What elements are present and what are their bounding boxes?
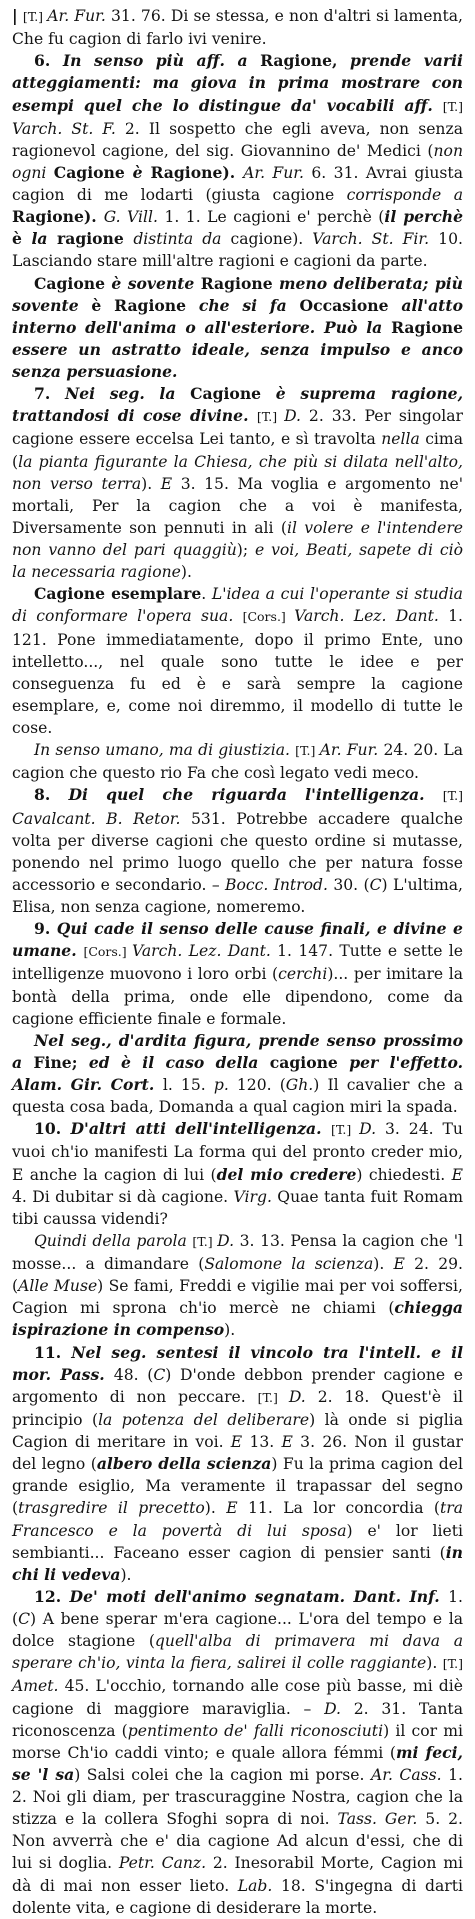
text-run: mi feci, se 'l sa: [12, 1742, 463, 1784]
text-run: 3. 13. Pensa la cagion che 'l mosse... a dimandare (: [12, 1231, 463, 1273]
text-run: 10. Lasciando stare mill'altre ragioni e cagioni da parte.: [12, 230, 463, 271]
text-run: è suprema ragione, trattandosi di cose divine.: [12, 384, 464, 426]
text-run: Fine;: [33, 1052, 89, 1072]
text-run: 6. 31. Avrai giusta cagion di me lodarti (giusta cagione: [12, 163, 463, 204]
text-run: ) D'onde debbon prender cagione e argomento di non peccare.: [12, 1365, 464, 1406]
text-run: 2. 29. (: [12, 1255, 464, 1296]
sense-8-paragraph: [12, 784, 463, 918]
text-run: [T.]: [330, 1122, 360, 1138]
text-run: ) il cor mi morse Ch'io caddi vinto; e quale allora fémmi (: [12, 1721, 464, 1762]
text-run: )... per imitare la bontà della prima, onde elle dipendono, come da cagione efficiente finale e formale.: [12, 965, 464, 1028]
text-run: la potenza del deliberare: [98, 1410, 310, 1429]
text-run: Di quel che riguarda l'intelligenza.: [68, 785, 443, 805]
text-run: corrisponde a: [346, 186, 464, 204]
text-run: C: [18, 1610, 31, 1628]
sense-11-paragraph: [12, 1342, 463, 1586]
text-run: l. 15.: [162, 1076, 214, 1094]
text-run: Petr. Canz.: [118, 1854, 213, 1873]
text-run: [Cors.]: [242, 609, 295, 625]
text-run: [T.]: [442, 98, 463, 114]
text-run: 18. S'ingegna di darti dolente vita, e cagione di desiderare la morte.: [12, 1876, 463, 1917]
text-run: ).: [426, 1654, 443, 1673]
text-run: Ragione: [391, 317, 463, 337]
text-run: Varch. Lez. Dant.: [132, 942, 278, 961]
paragraph-continuation: [12, 5, 463, 50]
text-run: 24. 20. La cagion che questo rio Fa che così legato vedi meco.: [12, 741, 464, 783]
sense-9-figurative-paragraph: [12, 1030, 463, 1119]
text-run: cerchi: [278, 965, 328, 984]
text-run: Varch. St. F.: [12, 119, 125, 138]
text-run: D.: [288, 1387, 318, 1406]
text-run: ) Fu la prima cagion del grande esiglio, Ma veramente il trapassar del segno (: [12, 1455, 463, 1518]
text-run: albero della scienza: [96, 1454, 272, 1474]
text-run: 3. 26. Non il gustar del legno (: [12, 1433, 463, 1474]
text-run: Gh.: [285, 1076, 314, 1094]
text-run: 45. L'occhio, tornando alle cose più basse, mi diè cagione di maggiore maraviglia. –: [12, 1677, 463, 1718]
text-run: 12.: [34, 1586, 70, 1606]
text-run: E: [393, 1255, 415, 1273]
text-run: distinta da: [133, 230, 231, 249]
text-run: E: [281, 1433, 301, 1451]
text-run: E: [226, 1499, 249, 1518]
text-run: D.: [284, 407, 309, 426]
text-run: E: [230, 1433, 250, 1451]
text-run: C: [153, 1365, 166, 1384]
text-run: Ar. Fur.: [47, 7, 111, 25]
text-run: Cagione: [53, 162, 133, 182]
text-run: 11.: [34, 1342, 72, 1362]
text-run: è sovente: [111, 273, 201, 293]
text-run: ) A bene sperar m'era cagione... L'ora del tempo e la dolce stagione (: [12, 1610, 463, 1651]
text-run: ) L'ultima, Elisa, non senza cagione, nomeremo.: [12, 875, 463, 916]
text-run: Amet.: [12, 1677, 65, 1696]
sense-9-paragraph: [12, 918, 463, 1030]
text-run: 531. Potrebbe accadere qualche volta per diverse cagioni che questo ordine si mutasse, ponendo nel primo luogo quello che per natura fosse accessorio e secondario. –: [12, 809, 463, 894]
text-run: 2. 31. Tanta riconoscenza (: [12, 1699, 463, 1740]
text-run: 3. 15. Ma voglia e argomento ne' mortali, Per la cagion che a voi è manifesta, Diversamente son pennuti in ali (: [12, 474, 463, 537]
text-run: ).: [141, 474, 161, 493]
text-run: la: [31, 229, 57, 249]
text-run: e voi, Beati, sapete di ciò la necessaria ragione: [12, 541, 464, 582]
text-run: 1. 1. Le cagioni e' perchè (: [164, 208, 385, 227]
text-run: Ar. Fur.: [243, 163, 312, 182]
text-run: il perchè: [384, 207, 463, 227]
text-run: 2. 33. Per singolar cagione essere eccelsa Lei tanto, e sì travolta: [12, 407, 463, 449]
text-run: [T.]: [442, 1656, 463, 1672]
text-run: 5. 2. Non avverrà che e' dia cagione Ad alcun d'essi, che di lui si doglia.: [12, 1810, 463, 1873]
text-run: Cavalcant. B. Retor.: [12, 809, 191, 828]
text-run: 10.: [34, 1119, 71, 1139]
text-run: trasgredire il precetto: [18, 1499, 205, 1518]
text-run: Cagione: [34, 273, 112, 293]
text-run: 8.: [34, 785, 69, 805]
text-run: Ragione).: [150, 162, 244, 182]
text-run: quell'alba di primavera mi dava a sperare ch'io, vinta la fiera, salirei il colle raggiante: [12, 1632, 463, 1673]
text-run: C: [369, 875, 382, 894]
text-run: è: [12, 229, 32, 249]
text-run: D.: [359, 1120, 385, 1139]
text-run: Nei seg. la: [64, 384, 191, 404]
text-run: 11. La lor concordia (: [248, 1499, 440, 1518]
text-run: Cagione esemplare: [34, 584, 202, 604]
text-run: Ragione,: [260, 51, 350, 71]
text-run: ) e' lor lieti sembianti... Faceano esser cagion di pensier santi (: [12, 1521, 463, 1562]
text-run: è: [91, 295, 115, 315]
sense-12-paragraph: [12, 1586, 463, 1919]
text-run: 120. (: [236, 1076, 286, 1094]
text-run: Occasione: [299, 295, 402, 315]
text-run: prende varii atteggiamenti: ma giova in prima mostrare con esempi quel che lo distingue da' vocabili aff.: [12, 51, 463, 115]
text-run: ) Il cavalier che a questa cosa bada, Domanda a qual cagion miri la spada.: [12, 1076, 463, 1117]
text-run: Ar. Cass.: [370, 1765, 449, 1784]
text-run: D.: [217, 1231, 240, 1250]
text-run: ).: [120, 1565, 132, 1584]
text-run: Qui cade il senso delle cause finali, e divine e umane.: [12, 919, 463, 961]
text-run: per l'effetto. Alam. Gir. Cort.: [12, 1052, 464, 1094]
text-run: G. Vill.: [103, 208, 165, 227]
text-run: De' moti dell'animo segnatam. Dant. Inf.: [69, 1586, 449, 1606]
sense-10-paragraph: [12, 1118, 463, 1230]
text-run: nella: [381, 430, 426, 449]
text-run: cagione: [269, 1052, 350, 1072]
text-run: 48. (: [113, 1365, 154, 1384]
text-run: 1. 2. Noi gli diam, per trascuraggine Nostra, cagion che la stizza e la collera Sfoghi sopra di noi.: [12, 1765, 463, 1829]
text-run: In senso più aff. a: [62, 51, 261, 71]
text-run: 9.: [34, 919, 57, 939]
text-run: chiegga ispirazione in compenso: [12, 1298, 463, 1340]
text-run: L'idea a cui l'operante si studia di conformare l'opera sua.: [12, 585, 463, 626]
text-run: Ragione).: [12, 207, 104, 227]
text-run: ) Se fami, Freddi e vigilie mai per voi soffersi, Cagion mi sprona ch'io mercè ne chiami (: [12, 1277, 463, 1318]
text-run: Virg.: [233, 1187, 278, 1206]
sense-6-paragraph: [12, 50, 463, 272]
text-run: [Cors.]: [83, 944, 132, 960]
text-run: Varch. St. Fir.: [312, 230, 439, 249]
text-run: in chi li vedeva: [12, 1542, 463, 1584]
senso-umano-paragraph: [12, 739, 463, 784]
text-run: 2. Inesorabil Morte, Cagion mi dà di mai non esser lieto.: [12, 1854, 463, 1895]
text-run: [T.]: [256, 409, 285, 425]
text-run: 30. (: [333, 875, 370, 894]
text-run: E: [160, 474, 181, 493]
text-run: la pianta figurante la Chiesa, che più si dilata nell'alto, non verso terra: [12, 452, 463, 493]
text-run: 31. 76. Di se stessa, e non d'altri si lamenta, Che fu cagion di farlo ivi venire.: [12, 7, 464, 49]
text-run: 1. 147. Tutte e sette le intelligenze muovono i loro orbi (: [12, 942, 464, 984]
text-run: .: [201, 585, 212, 604]
text-run: 3. 24. Tu vuoi ch'io manifesti La forma qui del pronto creder mio, E anche la cagion di lui (: [12, 1120, 463, 1184]
text-run: [T.]: [22, 9, 48, 24]
text-run: In senso umano, ma di giustizia.: [34, 741, 296, 760]
text-run: ).: [224, 1321, 236, 1340]
text-run: ragione: [57, 229, 134, 249]
text-run: tra Francesco e la povertà di lui sposa: [12, 1499, 464, 1540]
column-marker: |: [12, 6, 18, 25]
text-run: ) là onde si piglia Cagion di meritare in voi.: [12, 1410, 463, 1451]
text-run: Alle Muse: [18, 1277, 98, 1296]
text-run: pentimento de' falli riconosciuti: [127, 1721, 384, 1740]
text-run: Cagione: [190, 384, 276, 404]
text-run: è: [132, 162, 151, 182]
text-run: Quindi della parola: [34, 1231, 193, 1250]
text-run: 1. (: [12, 1587, 463, 1628]
sense-7-paragraph: [12, 383, 463, 583]
text-run: Lab.: [237, 1876, 281, 1895]
text-run: [T.]: [295, 743, 320, 759]
text-run: 1. 121. Pone immediatamente, dopo il primo Ente, uno intelletto..., nel quale sono tutte le idee e per conseguenza fu ed è e sarà sempre la cagione esemplare, e, come noi diremmo, il modello di tutte le cose.: [12, 607, 463, 737]
text-run: meno deliberata; più sovente: [12, 273, 463, 315]
text-run: ed è il caso della: [88, 1052, 270, 1072]
text-run: ).: [180, 563, 192, 582]
text-run: Nel seg. sentesi il vincolo tra l'intell. e il mor. Pass.: [12, 1342, 464, 1384]
text-run: il volere e l'intendere non vanno del pari quaggiù: [12, 518, 464, 559]
text-run: all'atto interno dell'anima o all'esteriore. Può la: [12, 295, 463, 337]
text-run: E: [451, 1165, 463, 1184]
text-run: 2. Il sospetto che egli aveva, non senza ragionevol cagione, del sig. Giovannino de' Medici (: [12, 119, 463, 160]
text-run: Salomone la scienza: [204, 1255, 374, 1273]
text-run: Ar. Fur.: [319, 741, 384, 760]
text-run: non ogni: [12, 141, 463, 182]
text-run: D'altri atti dell'intelligenza.: [70, 1119, 331, 1139]
text-run: cagione).: [230, 230, 313, 249]
text-run: ).: [204, 1499, 227, 1518]
text-run: ) Salsi colei che la cagion mi porse.: [74, 1765, 371, 1784]
text-run: essere un astratto ideale, senza impulso e anco senza persuasione.: [12, 339, 463, 381]
text-run: 13.: [249, 1433, 282, 1451]
text-run: 2. 18. Quest'è il principio (: [12, 1387, 463, 1429]
text-run: ) chiedesti.: [356, 1165, 452, 1184]
text-run: Ragione: [114, 295, 199, 315]
text-run: del mio credere: [216, 1164, 357, 1184]
sense-10-parola-paragraph: [12, 1230, 463, 1342]
text-run: [T.]: [442, 788, 463, 804]
cagione-esemplare-paragraph: [12, 583, 463, 739]
text-run: Bocc. Introd.: [225, 875, 334, 894]
text-run: Quae tanta fuit Romam tibi caussa videndi?: [12, 1187, 463, 1228]
text-run: 6.: [34, 51, 63, 71]
sense-6-note-paragraph: [12, 273, 463, 384]
text-run: Ragione: [200, 273, 280, 293]
text-run: D.: [324, 1699, 354, 1718]
text-run: p.: [213, 1076, 237, 1094]
text-run: Tass. Ger.: [337, 1810, 426, 1829]
text-run: [T.]: [192, 1233, 218, 1249]
text-run: );: [236, 541, 255, 559]
text-run: 7.: [34, 384, 65, 404]
text-run: Varch. Lez. Dant.: [294, 607, 449, 626]
text-run: 4. Di dubitar si dà cagione.: [12, 1187, 234, 1206]
text-run: che si fa: [198, 295, 300, 315]
text-run: Nel seg., d'ardita figura, prende senso prossimo a: [12, 1030, 463, 1072]
text-run: ).: [373, 1255, 394, 1273]
text-run: cima (: [12, 430, 464, 471]
text-run: [T.]: [257, 1389, 289, 1405]
